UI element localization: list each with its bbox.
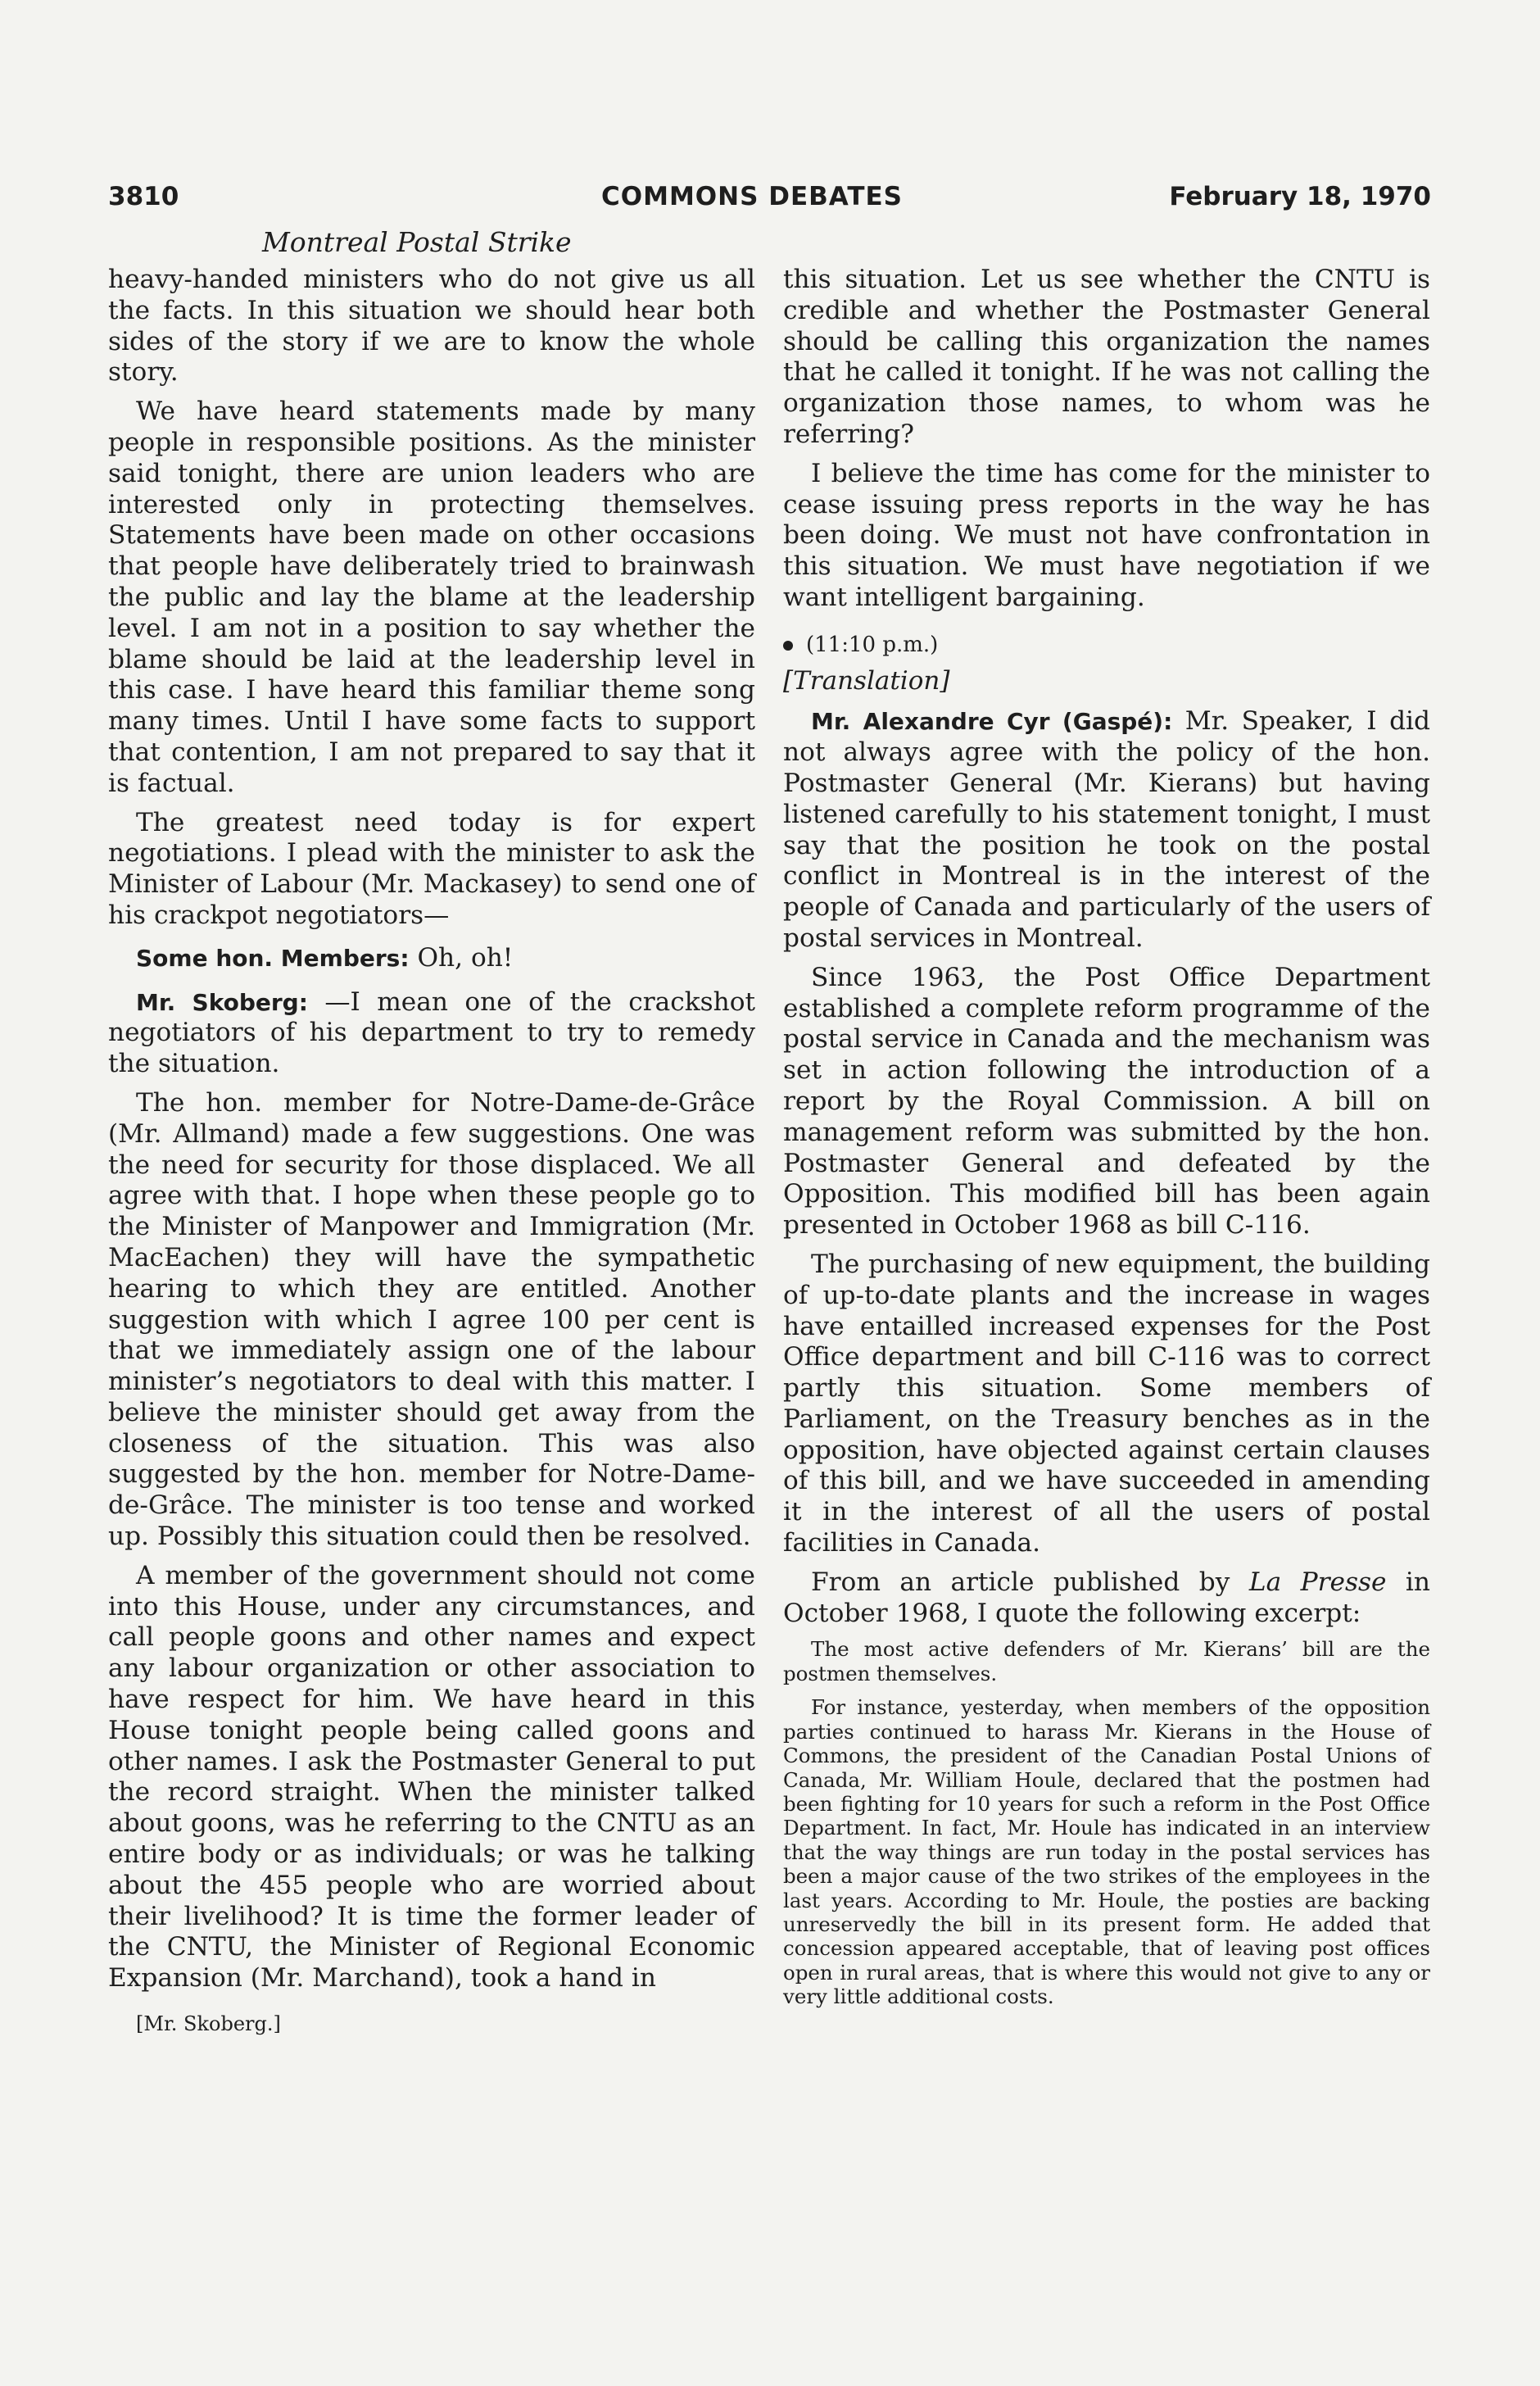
timestamp-text: (11:10 p.m.): [806, 632, 939, 657]
block-quote: For instance, yesterday, when members of the opposition parties continued to harass Mr. Kierans in the House of Commons, the president of the Canadian Postal Unions of Canada, Mr. William Houle, declared that the postmen had been fighting for 10 years for such a reform in the Post Office Department. In fact, Mr. Houle has indicated in an interview that the way things are run today in the postal services has been a major cause of the two strikes of the employees in the last years. According to Mr. Houle, the posties are backing unreservedly the bill in its present form. He added that concession appeared acceptable, that of leaving post offices open in rural areas, that is where this would not give to any or very little additional costs.: [783, 1695, 1430, 2009]
speech-skoberg: [108, 987, 755, 1080]
speech-text: Oh, oh!: [409, 942, 514, 973]
paragraph: The hon. member for Notre-Dame-de-Grâce (Mr. Allmand) made a few suggestions. One was the need for security for those displaced. We all agree with that. I hope when these people go to the Minister of Manpower and Immigration (Mr. MacEachen) they will have the sympathetic hearing to which they are entitled. Another suggestion with which I agree 100 per cent is that we immediately assign one of the labour minister’s negotiators to deal with this matter. I believe the minister should get away from the closeness of the situation. This was also suggested by the hon. member for Notre-Dame-de-Grâce. The minister is too tense and worked up. Possibly this situation could then be resolved.: [108, 1087, 755, 1552]
speaker-attribution: [Mr. Skoberg.]: [136, 2012, 281, 2036]
paragraph: this situation. Let us see whether the CNTU is credible and whether the Postmaster General should be calling this organization the names that he called it tonight. If he was not calling the organization those names, to whom was he referring?: [783, 265, 1430, 449]
speech-text: Mr. Speaker, I did not always agree with the policy of the hon. Postmaster General (Mr. Kierans) but having listened carefully to his statement tonight, I must say that the position he took on the postal conflict in Montreal is in the interest of the people of Canada and particularly of the users of postal services in Montreal.: [783, 706, 1430, 953]
right-column: [783, 265, 1430, 2019]
paragraph: We have heard statements made by many people in responsible positions. As the minister said tonight, there are union leaders who are interested only in protecting themselves. Statements have been made on other occasions that people have deliberately tried to brainwash the public and lay the blame at the leadership level. I am not in a position to say whether the blame should be laid at the leadership level in this case. I have heard this familiar theme song many times. Until I have some facts to support that contention, I am not prepared to say that it is factual.: [108, 397, 755, 798]
speech-text: —I mean one of the crackshot negotiators of his department to try to remedy the situation.: [108, 987, 756, 1079]
speaker-name: Some hon. Members:: [136, 944, 410, 972]
paragraph: heavy-handed ministers who do not give us all the facts. In this situation we should hear both sides of the story if we are to know the whole story.: [108, 265, 755, 388]
subject-heading: Montreal Postal Strike: [262, 226, 572, 258]
speaker-name: Mr. Alexandre Cyr (Gaspé):: [811, 708, 1173, 736]
paragraph: [783, 1567, 1430, 1630]
page-header: [108, 182, 1431, 221]
paragraph: I believe the time has come for the minister to cease issuing press reports in the way he has been doing. We must not have confrontation in this situation. We must have negotiation if we want intelligent bargaining.: [783, 458, 1430, 612]
left-column: [108, 265, 755, 2040]
text-run: in October 1968, I quote the following excerpt:: [783, 1567, 1430, 1628]
speaker-name: Mr. Skoberg:: [136, 988, 308, 1016]
block-quote: The most active defenders of Mr. Kierans’ bill are the postmen themselves.: [783, 1637, 1430, 1685]
translation-note: [Translation]: [783, 665, 950, 696]
text-run: From an article published by: [811, 1567, 1249, 1597]
timestamp: [783, 630, 1430, 661]
publication-title: COMMONS DEBATES: [601, 182, 903, 211]
paragraph: Since 1963, the Post Office Department established a complete reform programme of the postal service in Canada and the mechanism was set in action following the introduction of a report by the Royal Commission. A bill on management reform was submitted by the hon. Postmaster General and defeated by the Opposition. This modified bill has been again presented in October 1968 as bill C-116.: [783, 962, 1430, 1241]
page-number: 3810: [108, 182, 179, 211]
bullet-icon: [783, 641, 793, 651]
paragraph: The greatest need today is for expert negotiations. I plead with the minister to ask the Minister of Labour (Mr. Mackasey) to send one of his crackpot negotiators—: [108, 807, 755, 930]
speech-cyr: [783, 706, 1430, 954]
paragraph: The purchasing of new equipment, the building of up-to-date plants and the increase in wages have entailled increased expenses for the Post Office department and bill C-116 was to correct partly this situation. Some members of Parliament, on the Treasury benches as in the opposition, have objected against certain clauses of this bill, and we have succeeded in amending it in the interest of all the users of postal facilities in Canada.: [783, 1249, 1430, 1558]
newspaper-name: La Presse: [1248, 1567, 1387, 1597]
paragraph: A member of the government should not come into this House, under any circumstances, and call people goons and other names and expect any labour organization or other association to have respect for him. We have heard in this House tonight people being called goons and other names. I ask the Postmaster General to put the record straight. When the minister talked about goons, was he referring to the CNTU as an entire body or as individuals; or was he talking about the 455 people who are worried about their livelihood? It is time the former leader of the CNTU, the Minister of Regional Economic Expansion (Mr. Marchand), took a hand in: [108, 1560, 755, 1994]
publication-date: February 18, 1970: [1169, 182, 1431, 211]
speech-members: [108, 943, 755, 974]
